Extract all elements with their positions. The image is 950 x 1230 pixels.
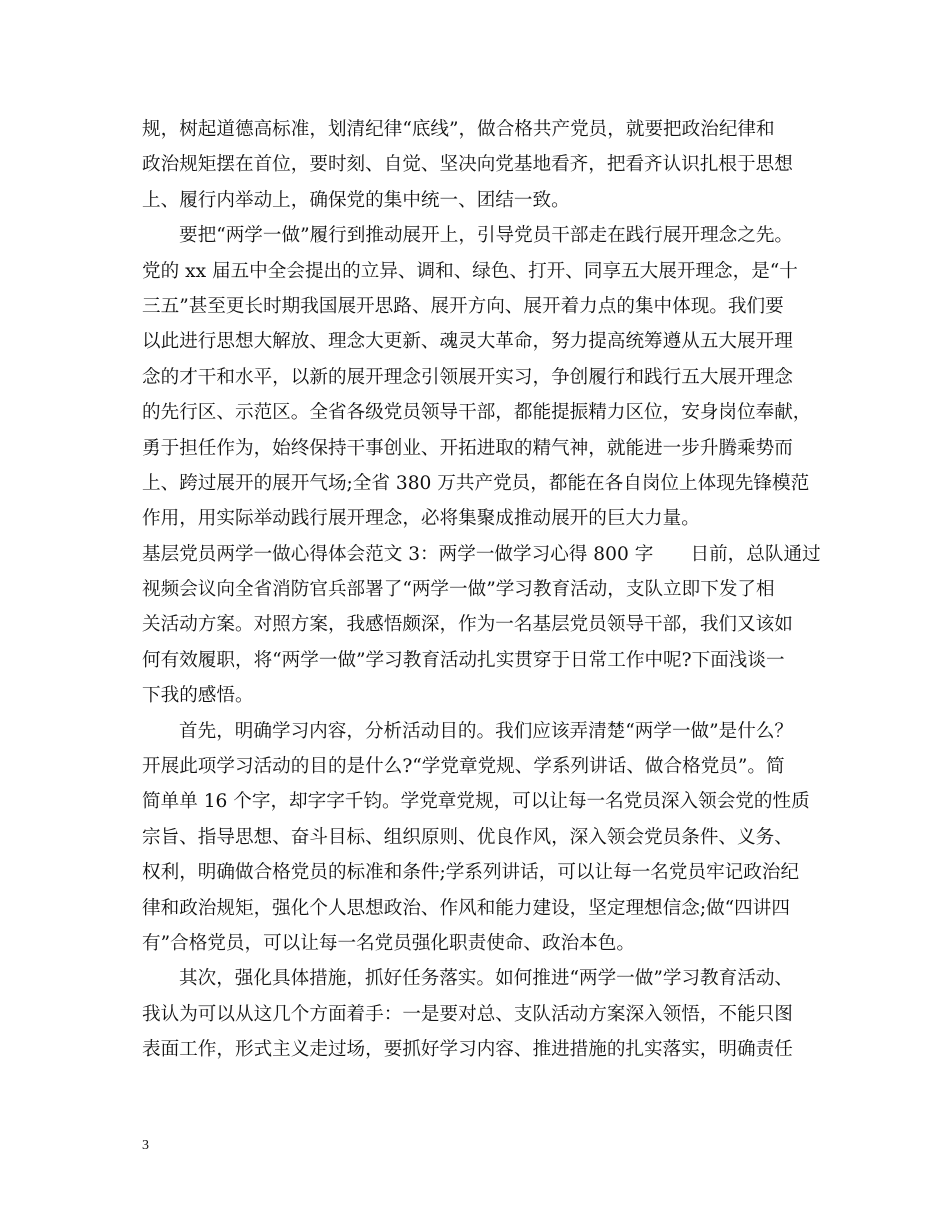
text-line: 的先行区、示范区。全省各级党员领导干部，都能提振精力区位，安身岗位奉献， — [142, 402, 812, 424]
text-line: 政治规矩摆在首位，要时刻、自觉、坚决向党基地看齐，把看齐认识扎根于思想 — [142, 154, 793, 176]
paragraph-start-line: 首先，明确学习内容，分析活动目的。我们应该弄清楚“两学一做”是什么？ — [179, 720, 794, 742]
text-line: 关活动方案。对照方案，我感悟颇深，作为一名基层党员领导干部，我们又该如 — [142, 614, 793, 636]
section-heading-line: 基层党员两学一做心得体会范文 3：两学一做学习心得 800 字 日前，总队通过 — [142, 543, 821, 565]
text-line: 权利，明确做合格党员的标准和条件;学系列讲话，可以让每一名党员牢记政治纪 — [142, 862, 800, 884]
body-text — [142, 112, 822, 1068]
text-line: 上、履行内举动上，确保党的集中统一、团结一致。 — [142, 189, 570, 211]
text-line: 视频会议向全省消防官兵部署了“两学一做”学习教育活动，支队立即下发了相 — [142, 579, 775, 601]
text-line: 开展此项学习活动的目的是什么?“学党章党规、学系列讲话、做合格党员”。简 — [142, 756, 785, 778]
text-line: 有”合格党员，可以让每一名党员强化职责使命、政治本色。 — [142, 932, 635, 954]
text-line: 三五”甚至更长时期我国展开思路、展开方向、展开着力点的集中体现。我们要 — [142, 295, 784, 317]
text-line: 勇于担任作为，始终保持干事创业、开拓进取的精气神，就能进一步升腾乘势而 — [142, 437, 793, 459]
text-line: 下我的感悟。 — [142, 685, 254, 707]
text-line: 表面工作，形式主义走过场，要抓好学习内容、推进措施的扎实落实，明确责任 — [142, 1039, 793, 1061]
text-line: 规，树起道德高标准，划清纪律“底线”，做合格共产党员，就要把政治纪律和 — [142, 119, 775, 140]
paragraph-start-line: 其次，强化具体措施，抓好任务落实。如何推进“两学一做”学习教育活动、 — [179, 968, 794, 990]
text-line: 我认为可以从这几个方面着手：一是要对总、支队活动方案深入领悟，不能只图 — [142, 1003, 793, 1025]
text-line: 何有效履职，将“两学一做”学习教育活动扎实贯穿于日常工作中呢?下面浅谈一 — [142, 649, 785, 671]
text-line: 以此进行思想大解放、理念大更新、魂灵大革命，努力提高统筹遵从五大展开理 — [142, 331, 793, 353]
text-line: 上、跨过展开的展开气场;全省 380 万共产党员，都能在各自岗位上体现先锋模范 — [142, 472, 810, 494]
text-line: 作用，用实际举动践行展开理念，必将集聚成推动展开的巨大力量。 — [142, 508, 700, 530]
page-number: 3 — [142, 1138, 149, 1153]
paragraph-start-line: 要把“两学一做”履行到推动展开上，引导党员干部走在践行展开理念之先。 — [179, 225, 794, 247]
text-line: 念的才干和水平，以新的展开理念引领展开实习，争创履行和践行五大展开理念 — [142, 366, 793, 388]
text-line: 党的 xx 届五中全会提出的立异、调和、绿色、打开、同享五大展开理念，是“十 — [142, 260, 798, 282]
text-line: 宗旨、指导思想、奋斗目标、组织原则、优良作风，深入领会党员条件、义务、 — [142, 826, 793, 848]
text-line: 律和政治规矩，强化个人思想政治、作风和能力建设，坚定理想信念;做“四讲四 — [142, 897, 790, 919]
text-line: 简单单 16 个字，却字字千钧。学党章党规，可以让每一名党员深入领会党的性质 — [142, 791, 810, 813]
